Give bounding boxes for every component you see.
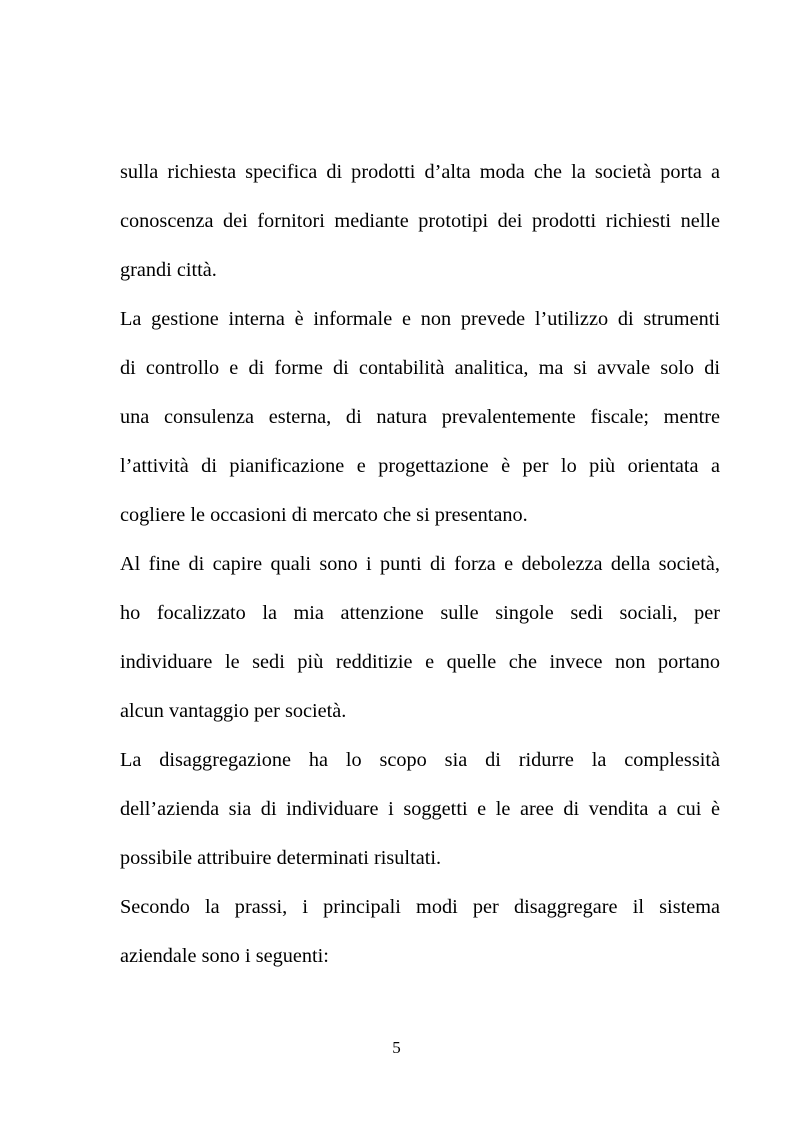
text-line: Secondo la prassi, i principali modi per disaggregare il sistema (120, 896, 720, 918)
page-number: 5 (392, 1038, 401, 1057)
text-line: aziendale sono i seguenti: (120, 945, 329, 967)
text-line: possibile attribuire determinati risultati. (120, 847, 442, 869)
text-line: conoscenza dei fornitori mediante prototipi dei prodotti richiesti nelle (120, 210, 720, 232)
text-line: alcun vantaggio per società. (120, 700, 347, 722)
text-line: sulla richiesta specifica di prodotti d’alta moda che la società porta a (120, 161, 720, 183)
text-line: l’attività di pianificazione e progettazione è per lo più orientata a (120, 455, 720, 477)
text-line: La disaggregazione ha lo scopo sia di ridurre la complessità (120, 749, 720, 771)
text-line: una consulenza esterna, di natura prevalentemente fiscale; mentre (120, 406, 720, 428)
text-line: La gestione interna è informale e non prevede l’utilizzo di strumenti (120, 308, 720, 330)
text-line: dell’azienda sia di individuare i soggetti e le aree di vendita a cui è (120, 798, 720, 820)
body-text (120, 148, 720, 981)
text-line: ho focalizzato la mia attenzione sulle singole sedi sociali, per (120, 602, 720, 624)
paragraph (120, 736, 720, 883)
text-line: Al fine di capire quali sono i punti di forza e debolezza della società, (120, 553, 720, 575)
text-line: di controllo e di forme di contabilità analitica, ma si avvale solo di (120, 357, 720, 379)
paragraph (120, 883, 720, 981)
paragraph (120, 148, 720, 295)
paragraph (120, 295, 720, 540)
text-line: individuare le sedi più redditizie e quelle che invece non portano (120, 651, 720, 673)
text-line: grandi città. (120, 259, 217, 281)
paragraph (120, 540, 720, 736)
text-line: cogliere le occasioni di mercato che si presentano. (120, 504, 528, 526)
